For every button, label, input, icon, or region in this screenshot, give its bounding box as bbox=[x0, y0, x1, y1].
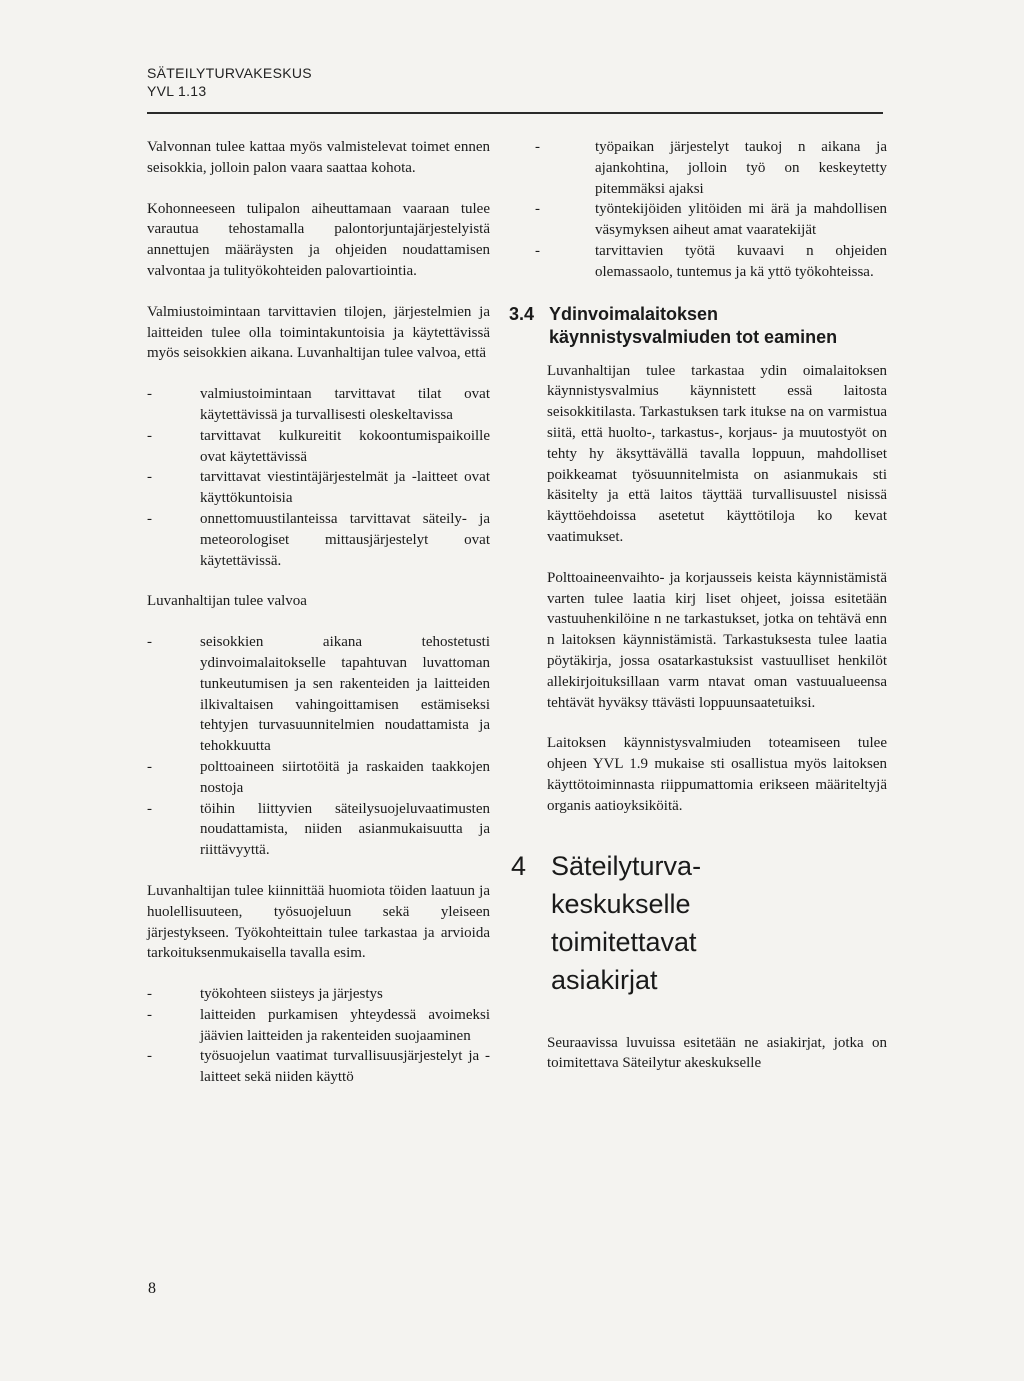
list-item: - polttoaineen siirtotöitä ja raskaiden taakkojen nostoja bbox=[147, 758, 490, 796]
dash-mark: - bbox=[147, 510, 152, 527]
dash-list bbox=[535, 137, 887, 283]
list-item: - tarvittavat kulkureitit kokoontumispaikoille ovat käytettävissä bbox=[147, 427, 490, 465]
dash-mark: - bbox=[147, 800, 152, 817]
dash-mark: - bbox=[147, 634, 152, 651]
section-title: Ydinvoimalaitoksen käynnistysvalmiuden tot eaminen bbox=[549, 303, 838, 347]
section-heading bbox=[509, 303, 887, 349]
dash-mark: - bbox=[535, 201, 540, 218]
list-item: - laitteiden purkamisen yhteydessä avoimeksi jäävien laitteiden ja rakenteiden suojaaminen bbox=[147, 1006, 490, 1044]
paragraph: Polttoaineenvaihto- ja korjausseis keista käynnistämistä varten tulee laatia kirj liset ohjeet, joissa esitetään vastuuhenkilöine n ne tarkastukset, jotka on tehtävä enn n laitoksen käynnistämistä. Tarkastuksesta tulee laatia pöytäkirja, jossa osatarkastuksist vastuulliset henkilöt allekirjoituksillaan varm ntavat oman vastuualueensa tehtävät hyväksy ttävästi loppuunsaatetuiksi. bbox=[547, 569, 887, 711]
dash-mark: - bbox=[147, 469, 152, 486]
section-number: 3.4 bbox=[509, 303, 535, 324]
list-item: - työkohteen siisteys ja järjestys bbox=[147, 984, 490, 1005]
list-item: - seisokkien aikana tehostetusti ydinvoimalaitokselle tapahtuvan luvattoman tunkeutumisen ja sen rakenteiden ja laitteiden ilkivaltaisen vahingoittamisen estämiseksi tehtyjen turvasuunnitelmien noudattamista ja tehokkuutta bbox=[147, 634, 490, 755]
dash-list bbox=[147, 632, 490, 861]
paragraph: Valmiustoimintaan tarvittavien tilojen, järjestelmien ja laitteiden tulee olla toimintakuntoisia ja käytettävissä myös seisokkien aikana. Luvanhaltijan tulee valvoa, että bbox=[147, 303, 490, 362]
dash-mark: - bbox=[147, 386, 152, 403]
header-guide-number: YVL 1.13 bbox=[147, 83, 207, 99]
list-item: - tarvittavat viestintäjärjestelmät ja -laitteet ovat käyttökuntoisia bbox=[147, 469, 490, 507]
left-column bbox=[147, 137, 490, 1108]
dash-mark: - bbox=[147, 758, 152, 775]
running-header bbox=[147, 64, 312, 100]
paragraph: Luvanhaltijan tulee kiinnittää huomiota töiden laatuun ja huolellisuuteen, työsuojeluun sekä yleiseen järjestykseen. Työkohteittain tulee tarkastaa ja arvioida tarkoituksenmukaisella tavalla esim. bbox=[147, 882, 490, 962]
dash-mark: - bbox=[147, 986, 152, 1003]
paragraph: Seuraavissa luvuissa esitetään ne asiakirjat, jotka on toimitettava Säteilytur akeskukselle bbox=[547, 1034, 887, 1072]
header-organization: SÄTEILYTURVAKESKUS bbox=[147, 65, 312, 81]
chapter-heading bbox=[511, 847, 887, 999]
list-item: - onnettomuustilanteissa tarvittavat säteily- ja meteorologiset mittausjärjestelyt ovat käytettävissä. bbox=[147, 510, 490, 569]
list-item: - työsuojelun vaatimat turvallisuusjärjestelyt ja -laitteet sekä niiden käyttö bbox=[147, 1048, 490, 1086]
chapter-title: Säteilyturva- keskukselle toimitettavat asiakirjat bbox=[551, 850, 702, 995]
dash-mark: - bbox=[535, 242, 540, 259]
dash-list bbox=[147, 984, 490, 1088]
list-item: - työpaikan järjestelyt taukoj n aikana ja ajankohtina, jolloin työ on keskeytetty pitemmäksi ajaksi bbox=[535, 139, 887, 197]
list-item: - tarvittavien työtä kuvaavi n ohjeiden olemassaolo, tuntemus ja kä yttö työkohteissa. bbox=[535, 242, 887, 280]
paragraph: Laitoksen käynnistysvalmiuden toteamiseen tulee ohjeen YVL 1.9 mukaise sti osallistua myös laitoksen käyttötoiminnasta riippumattomia erikseen määriteltyjä organis aatioyksiköitä. bbox=[547, 735, 887, 814]
right-column bbox=[509, 137, 887, 1094]
dash-mark: - bbox=[147, 427, 152, 444]
page-number: 8 bbox=[148, 1280, 156, 1297]
paragraph: Valvonnan tulee kattaa myös valmistelevat toimet ennen seisokkia, jolloin palon vaara saattaa kohota. bbox=[147, 139, 490, 176]
list-item: - töihin liittyvien säteilysuojeluvaatimusten noudattamista, niiden asianmukaisuutta ja riittävyyttä. bbox=[147, 800, 490, 859]
list-item: - työntekijöiden ylitöiden mi ärä ja mahdollisen väsymyksen aiheut amat vaaratekijät bbox=[535, 201, 887, 239]
paragraph: Kohonneeseen tulipalon aiheuttamaan vaaraan tulee varautua tehostamalla palontorjuntajärjestelyistä annettujen määräysten ja ohjeiden noudattamisen valvontaa ja tulityökohteiden palovartiointia. bbox=[147, 200, 490, 279]
list-item: - valmiustoimintaan tarvittavat tilat ovat käytettävissä ja turvallisesti oleskeltavissa bbox=[147, 386, 490, 423]
dash-list bbox=[147, 384, 490, 571]
dash-mark: - bbox=[147, 1048, 152, 1065]
dash-mark: - bbox=[535, 139, 540, 155]
chapter-number: 4 bbox=[511, 850, 527, 881]
header-rule bbox=[147, 112, 883, 114]
paragraph: Luvanhaltijan tulee valvoa bbox=[147, 593, 307, 610]
paragraph: Luvanhaltijan tulee tarkastaa ydin oimalaitoksen käynnistysvalmius käynnistett essä laitosta seisokkitilasta. Tarkastuksen tark itukse na on varmistua siitä, että huolto-, tarkastus-, korjaus- ja muutostyöt on tehty hy äksyttävällä tavalla loppuun, mahdolliset poikkeamat työsuunnitelmista on asianmukais sti käsitelty ja että laitos täyttää turvallisuustel nisissä käyttöehdoissa asetetut käyttötiloja ko kevat vaatimukset. bbox=[547, 362, 887, 545]
dash-mark: - bbox=[147, 1006, 152, 1023]
